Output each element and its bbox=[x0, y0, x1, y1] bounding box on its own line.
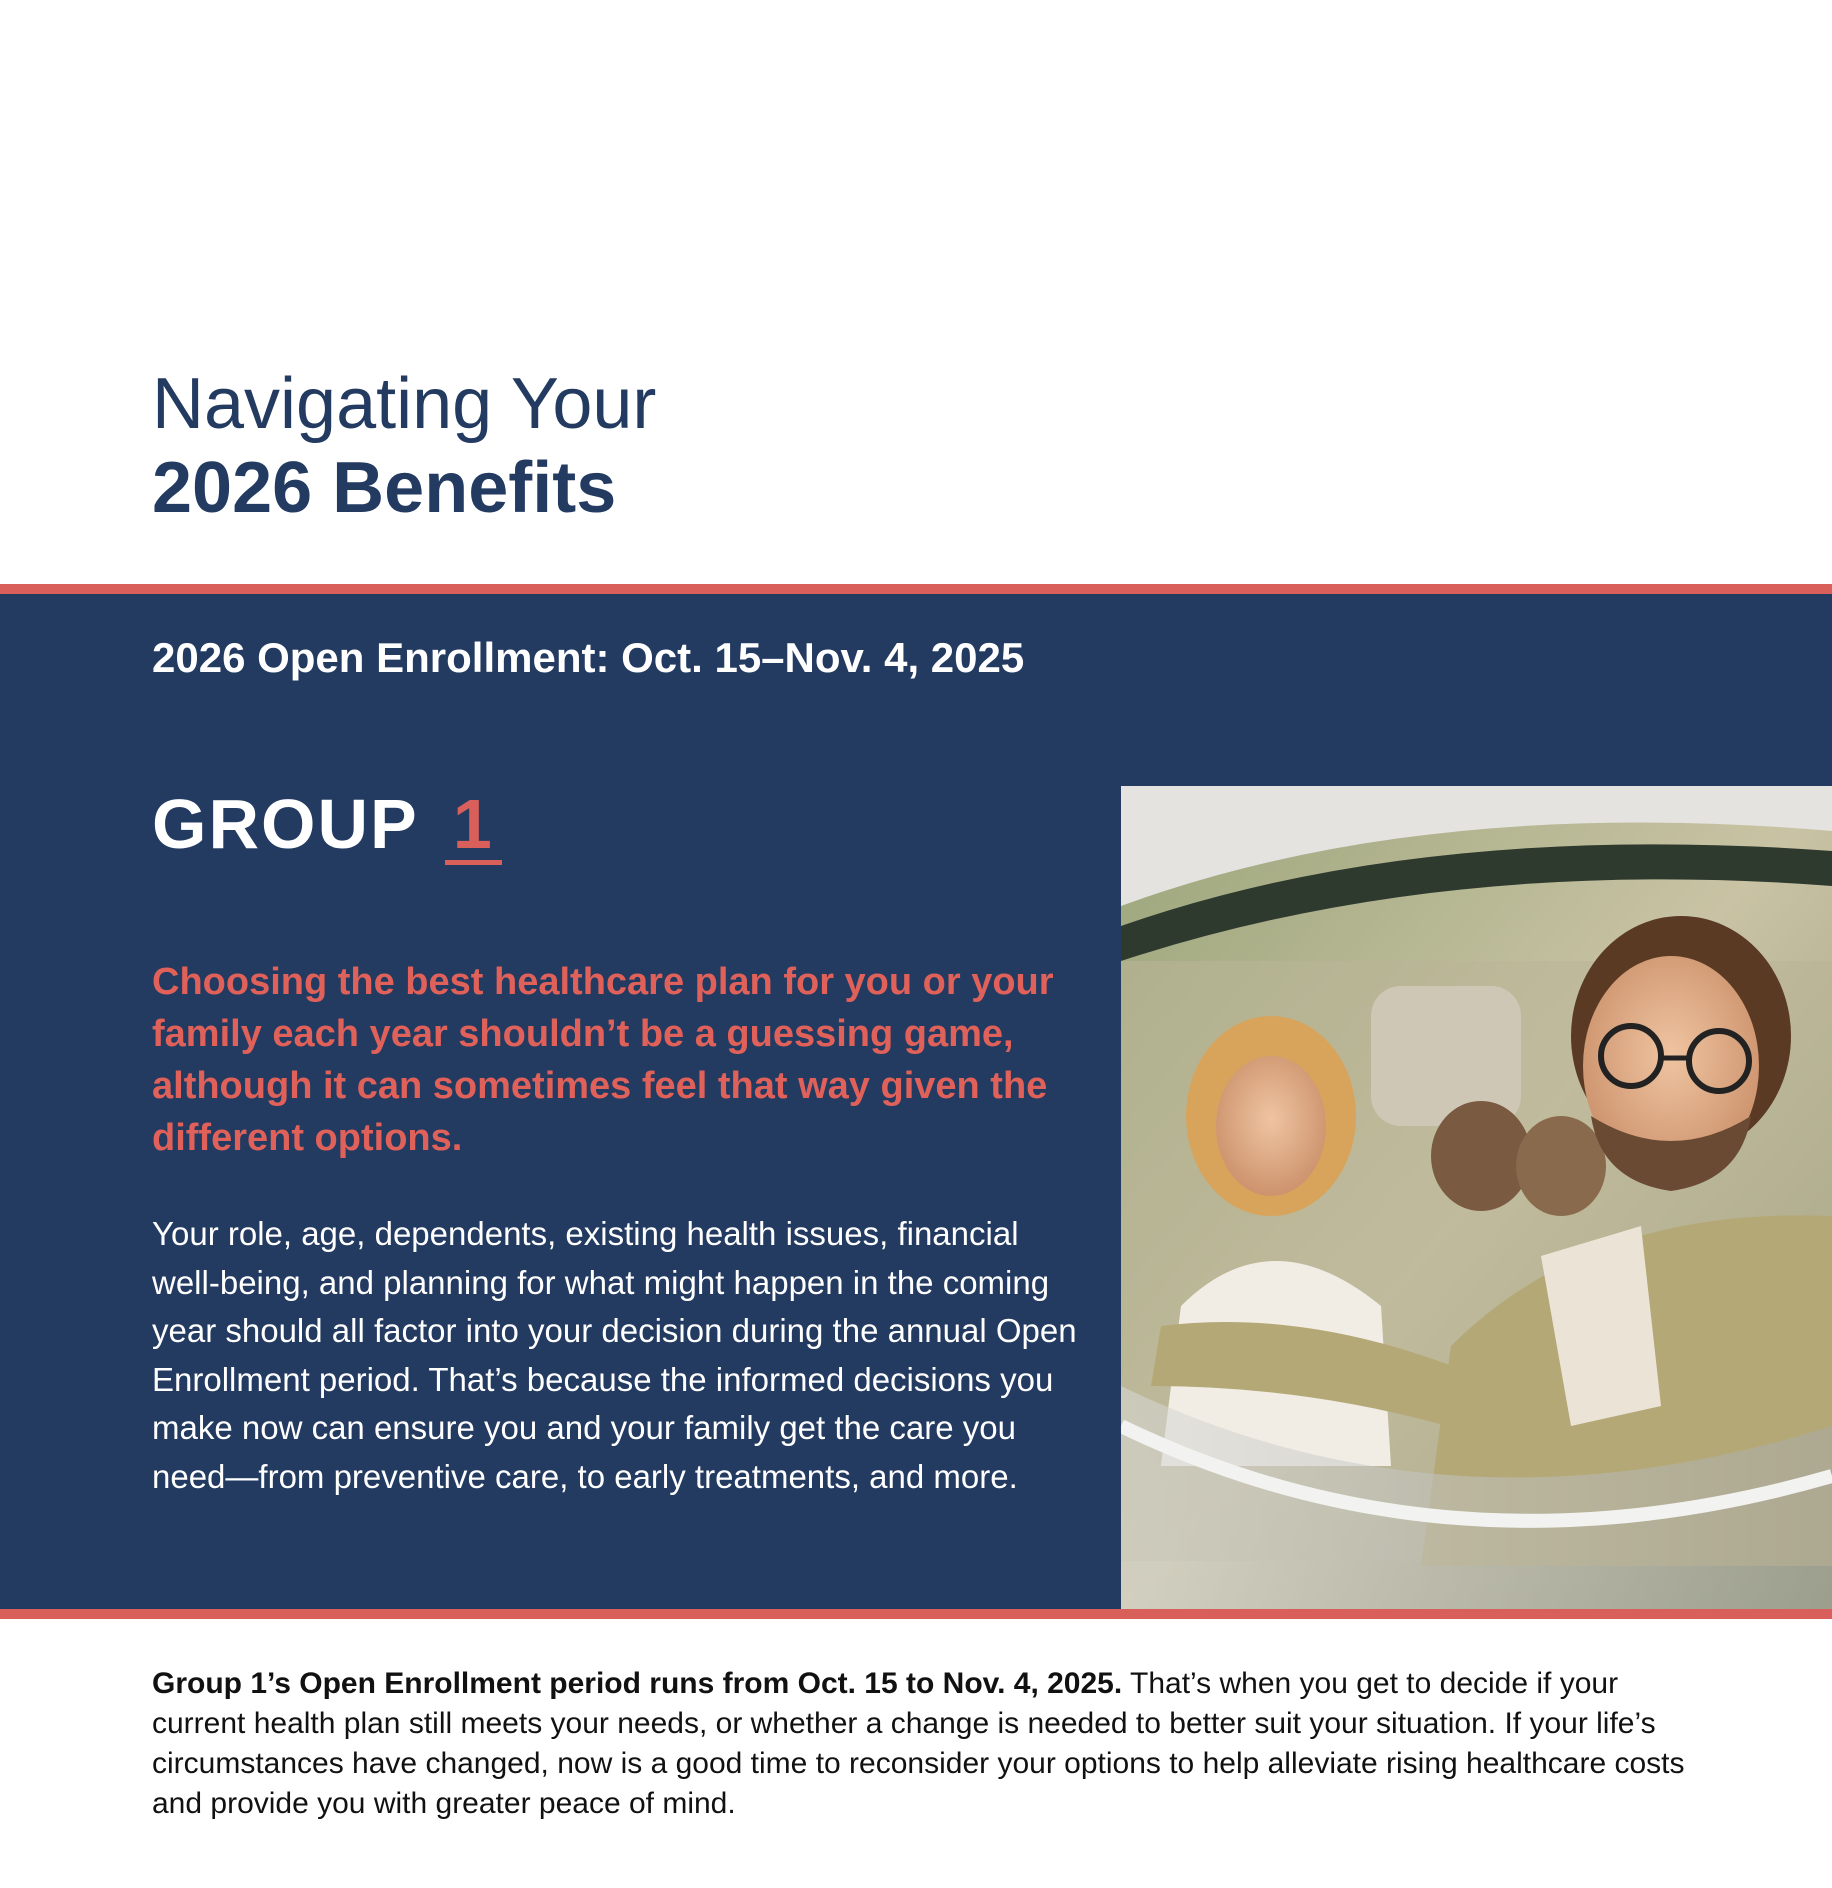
enrollment-banner bbox=[0, 584, 1832, 1619]
footer-bold-lead: Group 1’s Open Enrollment period runs from Oct. 15 to Nov. 4, 2025. bbox=[152, 1667, 1123, 1700]
group-label bbox=[152, 784, 502, 865]
page-title bbox=[152, 362, 656, 530]
intro-paragraph: Your role, age, dependents, existing health issues, financial well-being, and planning for what might happen in the coming year should all factor into your decision during the annual Open Enrollment period. That’s because the informed decisions you make now can ensure you and your family get the care you need—from preventive care, to early treatments, and more. bbox=[152, 1215, 1077, 1495]
group-number: 1 bbox=[445, 788, 502, 865]
page-title-line-1: Navigating Your bbox=[152, 364, 657, 444]
page-title-line-2: 2026 Benefits bbox=[152, 448, 617, 528]
family-in-car-photo bbox=[1121, 786, 1832, 1609]
enrollment-dates-heading: 2026 Open Enrollment: Oct. 15–Nov. 4, 2025 bbox=[152, 634, 1025, 681]
lede-paragraph: Choosing the best healthcare plan for you or your family each year shouldn’t be a guessing game, although it can sometimes feel that way given the different options. bbox=[152, 961, 1054, 1159]
footer-paragraph bbox=[152, 1664, 1692, 1824]
group-word: GROUP bbox=[152, 785, 418, 863]
footer-rest: That’s when you get to decide if your current health plan still meets your needs, or whether a change is needed to better suit your situation. If your life’s circumstances have changed, now is a good time to reconsider your options to help alleviate rising healthcare costs and provide you with greater peace of mind. bbox=[152, 1667, 1685, 1820]
